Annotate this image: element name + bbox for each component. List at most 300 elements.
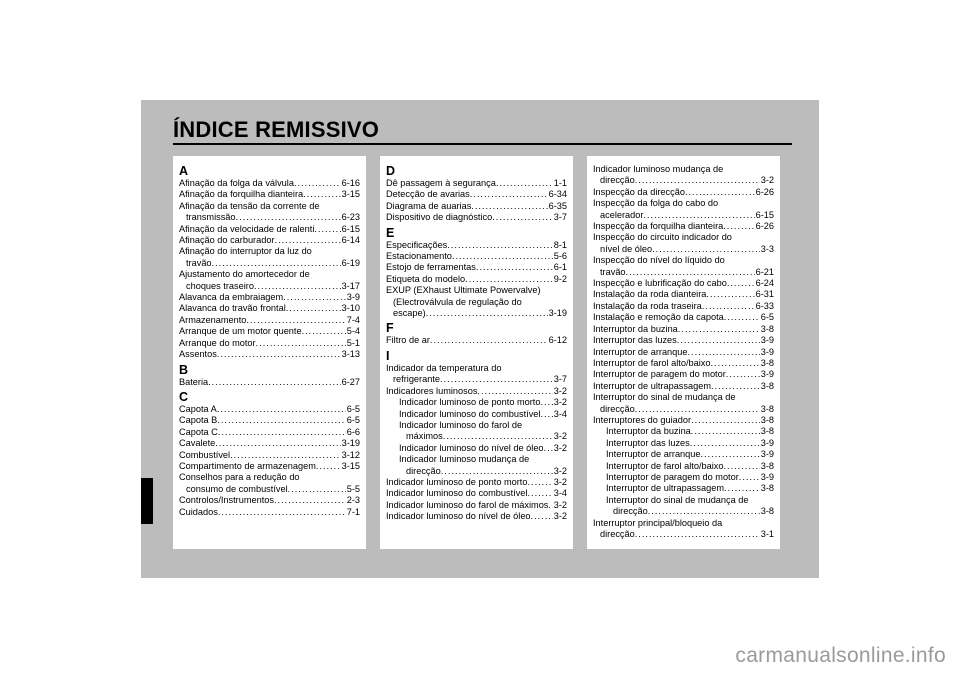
- dot-leader: [274, 495, 346, 506]
- entry-page: 5-1: [346, 337, 360, 348]
- entry-term: travão: [186, 257, 212, 268]
- index-entry: [593, 381, 774, 392]
- index-heading: Indicador luminoso mudança de: [593, 164, 724, 174]
- dot-leader: [447, 240, 552, 251]
- entry-term: Capota B: [179, 415, 218, 426]
- entry-term: Indicador luminoso do farol de máximos: [386, 499, 549, 510]
- entry-term: Alavanca da embraiagem: [179, 292, 284, 303]
- index-entry: [386, 212, 567, 223]
- index-heading: Ajustamento do amortecedor de: [179, 269, 310, 280]
- entry-page: 3-12: [341, 449, 360, 460]
- entry-term: consumo de combustível: [186, 483, 288, 494]
- entry-page: 2-3: [346, 495, 360, 506]
- entry-term: Alavanca do travão frontal: [179, 303, 286, 314]
- entry-term: nível de óleo: [600, 243, 653, 254]
- entry-term: transmissão: [186, 212, 236, 223]
- entry-page: 3-8: [760, 380, 774, 391]
- entry-page: 8-1: [553, 239, 567, 250]
- entry-page: 6-15: [341, 223, 360, 234]
- index-entry: [593, 175, 774, 186]
- dot-leader: [254, 281, 341, 292]
- dot-leader: [691, 415, 760, 426]
- entry-term: Combustível: [179, 449, 231, 460]
- index-heading: Afinação do interruptor da luz do: [179, 246, 312, 257]
- entry-page: 3-3: [760, 243, 774, 254]
- index-entry: [593, 210, 774, 221]
- index-entry: [593, 438, 774, 449]
- index-heading: (Electroválvula de regulação do: [393, 296, 522, 307]
- entry-term: Instalação da roda dianteira: [593, 289, 707, 300]
- entry-term: Indicador luminoso de ponto morto: [399, 397, 541, 408]
- entry-term: Bateria: [179, 376, 209, 387]
- index-entry: [179, 484, 360, 495]
- watermark: carmanualsonline.info: [735, 644, 946, 667]
- dot-leader: [230, 450, 341, 461]
- entry-term: Instalação e remoção da capota: [593, 312, 724, 323]
- entry-term: travão: [600, 266, 626, 277]
- title-underline: [173, 143, 792, 145]
- entry-page: 3-10: [341, 303, 360, 314]
- index-entry: [386, 488, 567, 499]
- entry-page: 3-19: [548, 308, 567, 319]
- entry-term: Capota A: [179, 403, 217, 414]
- index-heading: Indicador da temperatura do: [386, 362, 502, 373]
- entry-page: 3-2: [553, 397, 567, 408]
- entry-page: 3-9: [760, 471, 774, 482]
- entry-term: Etiqueta do modelo: [386, 273, 466, 284]
- dot-leader: [294, 178, 341, 189]
- index-entry: [593, 529, 774, 540]
- dot-leader: [275, 235, 341, 246]
- index-entry: [593, 244, 774, 255]
- index-heading: Afinação da tensão da corrente de: [179, 200, 320, 211]
- entry-term: Indicador luminoso do nível de óleo: [386, 511, 531, 522]
- dot-leader: [477, 386, 552, 397]
- index-entry: [179, 404, 360, 415]
- dot-leader: [635, 529, 760, 540]
- dot-leader: [690, 438, 760, 449]
- index-entry: [593, 312, 774, 323]
- entry-page: 6-33: [755, 300, 774, 311]
- dot-leader: [426, 308, 548, 319]
- entry-term: Interruptor de ultrapassagem: [593, 380, 711, 391]
- index-entry: [593, 369, 774, 380]
- dot-leader: [288, 484, 346, 495]
- dot-leader: [710, 358, 759, 369]
- index-entry: [179, 189, 360, 200]
- entry-page: 9-2: [553, 273, 567, 284]
- index-entry: [179, 507, 360, 518]
- index-entry: [386, 500, 567, 511]
- entry-term: Indicador luminoso de ponto morto: [386, 476, 528, 487]
- index-entry: [386, 397, 567, 408]
- entry-page: 3-8: [760, 357, 774, 368]
- entry-term: Interruptor de farol alto/baixo: [606, 460, 724, 471]
- dot-leader: [441, 466, 553, 477]
- index-heading: Conselhos para a redução do: [179, 472, 300, 483]
- dot-leader: [531, 511, 553, 522]
- index-entry: [179, 258, 360, 269]
- entry-page: 6-35: [548, 200, 567, 211]
- dot-leader: [492, 212, 552, 223]
- entry-page: 6-27: [341, 376, 360, 387]
- entry-page: 6-6: [346, 426, 360, 437]
- index-heading: Interruptor do sinal de mudança de: [606, 494, 749, 505]
- dot-leader: [314, 224, 340, 235]
- entry-term: Indicador luminoso do combustível: [399, 408, 541, 419]
- index-entry: [386, 386, 567, 397]
- entry-term: direcção: [600, 529, 635, 539]
- entry-term: Capota C: [179, 426, 218, 437]
- dot-leader: [724, 312, 760, 323]
- index-entry: [593, 461, 774, 472]
- index-heading: EXUP (EXhaust Ultimate Powervalve): [386, 285, 541, 296]
- index-entry: [386, 477, 567, 488]
- entry-term: Inspecção da direcção: [593, 186, 685, 197]
- dot-leader: [217, 415, 345, 426]
- entry-term: Assentos: [179, 349, 217, 360]
- entry-term: Interruptor das luzes: [606, 437, 690, 448]
- index-entry: [179, 281, 360, 292]
- entry-term: escape): [393, 308, 426, 319]
- entry-term: Interruptor de paragem do motor: [606, 471, 739, 482]
- dot-leader: [540, 397, 552, 408]
- dot-leader: [215, 438, 340, 449]
- dot-leader: [685, 187, 755, 198]
- entry-page: 3-9: [760, 346, 774, 357]
- entry-term: Interruptor de farol alto/baixo: [593, 357, 711, 368]
- dot-leader: [471, 201, 547, 212]
- index-entry: [386, 178, 567, 189]
- dot-leader: [217, 349, 341, 360]
- entry-term: acelerador: [600, 209, 644, 220]
- entry-term: Inspecção da forquilha dianteira: [593, 221, 724, 232]
- entry-page: 6-5: [346, 415, 360, 426]
- entry-page: 3-1: [760, 529, 774, 539]
- index-entry: [179, 461, 360, 472]
- entry-term: Arranque de um motor quente: [179, 326, 302, 337]
- index-entry: [386, 374, 567, 385]
- dot-leader: [701, 449, 760, 460]
- index-entry: [179, 377, 360, 388]
- entry-page: 3-8: [760, 483, 774, 494]
- index-entry: [593, 404, 774, 415]
- entry-term: Filtro de ar: [386, 335, 430, 346]
- index-entry: [386, 443, 567, 454]
- entry-page: 6-23: [341, 212, 360, 223]
- dot-leader: [727, 278, 755, 289]
- entry-term: direcção: [613, 506, 648, 517]
- entry-page: 1-1: [553, 178, 567, 188]
- dot-leader: [739, 472, 760, 483]
- entry-term: Afinação da velocidade de ralenti: [179, 223, 315, 234]
- dot-leader: [316, 461, 341, 472]
- entry-page: 6-12: [548, 335, 567, 346]
- entry-page: 3-4: [553, 408, 567, 419]
- entry-term: Afinação da forquilha dianteira: [179, 189, 304, 200]
- entry-page: 5-5: [346, 483, 360, 494]
- entry-term: Estacionamento: [386, 251, 452, 262]
- index-entry: [386, 511, 567, 522]
- dot-leader: [212, 258, 341, 269]
- index-heading: Inspecção da folga do cabo do: [593, 198, 719, 209]
- dot-leader: [283, 292, 346, 303]
- index-entry: [593, 301, 774, 312]
- entry-term: Afinação do carburador: [179, 235, 275, 246]
- index-entry: [593, 267, 774, 278]
- dot-leader: [496, 178, 553, 189]
- dot-leader: [652, 244, 760, 255]
- entry-page: 3-15: [341, 460, 360, 471]
- index-entry: [179, 450, 360, 461]
- index-entry: [386, 308, 567, 319]
- dot-leader: [440, 374, 553, 385]
- entry-term: Interruptor da buzina: [606, 426, 691, 437]
- entry-term: Arranque do motor: [179, 337, 256, 348]
- dot-leader: [527, 477, 552, 488]
- index-column-3: [587, 156, 780, 549]
- index-entry: [386, 251, 567, 262]
- entry-term: Diagrama de auarias: [386, 200, 472, 211]
- index-entry: [593, 483, 774, 494]
- entry-page: 3-9: [760, 369, 774, 380]
- dot-leader: [723, 461, 759, 472]
- entry-term: direcção: [600, 175, 635, 186]
- dot-leader: [678, 324, 760, 335]
- dot-leader: [208, 377, 340, 388]
- entry-term: direcção: [406, 465, 441, 476]
- entry-term: Indicador luminoso do combustível: [386, 488, 528, 499]
- entry-term: Estojo de ferramentas: [386, 262, 476, 273]
- entry-page: 3-7: [553, 212, 567, 223]
- index-entry: [386, 262, 567, 273]
- section-tab-marker: [141, 478, 153, 524]
- entry-page: 3-2: [553, 385, 567, 396]
- dot-leader: [702, 301, 755, 312]
- index-entry: [179, 235, 360, 246]
- entry-page: 3-2: [553, 499, 567, 510]
- entry-term: Controlos/Instrumentos: [179, 495, 274, 506]
- index-column-2: [380, 156, 573, 549]
- index-entry: [593, 187, 774, 198]
- entry-page: 3-2: [553, 476, 567, 487]
- dot-leader: [726, 369, 760, 380]
- entry-page: 5-4: [346, 326, 360, 337]
- entry-page: 6-5: [760, 312, 774, 323]
- dot-leader: [470, 189, 548, 200]
- entry-term: Instalação da roda traseira: [593, 300, 702, 311]
- index-heading: Inspecção do circuito indicador do: [593, 232, 732, 243]
- entry-page: 6-16: [341, 178, 360, 188]
- entry-page: 3-9: [760, 449, 774, 460]
- entry-page: 3-8: [760, 403, 774, 414]
- dot-leader: [723, 221, 754, 232]
- dot-leader: [540, 409, 552, 420]
- index-entry: [386, 335, 567, 346]
- dot-leader: [256, 338, 346, 349]
- entry-page: 3-15: [341, 189, 360, 200]
- entry-page: 6-21: [755, 266, 774, 277]
- index-entry: [593, 449, 774, 460]
- entry-page: 6-1: [553, 262, 567, 273]
- dot-leader: [303, 189, 340, 200]
- entry-page: 3-13: [341, 349, 360, 360]
- dot-leader: [527, 488, 552, 499]
- dot-leader: [677, 335, 760, 346]
- dot-leader: [626, 267, 755, 278]
- index-heading: Indicador luminoso mudança de: [399, 454, 530, 465]
- index-entry: [593, 415, 774, 426]
- entry-page: 6-34: [548, 189, 567, 200]
- entry-term: Interruptor das luzes: [593, 335, 677, 346]
- index-entry: [593, 347, 774, 358]
- index-heading: Inspecção do nível do líquido do: [593, 255, 725, 266]
- section-letter: E: [386, 225, 395, 240]
- dot-leader: [302, 326, 346, 337]
- dot-leader: [443, 431, 553, 442]
- index-entry: [179, 349, 360, 360]
- index-heading: Indicador luminoso do farol de: [399, 419, 523, 430]
- entry-page: 6-24: [755, 278, 774, 289]
- dot-leader: [724, 483, 760, 494]
- entry-page: 6-26: [755, 186, 774, 197]
- entry-term: Cavalete: [179, 438, 216, 449]
- index-entry: [179, 438, 360, 449]
- index-entry: [386, 274, 567, 285]
- entry-page: 3-4: [553, 488, 567, 499]
- entry-term: Interruptor da buzina: [593, 323, 678, 334]
- dot-leader: [476, 262, 553, 273]
- index-entry: [386, 409, 567, 420]
- index-entry: [179, 338, 360, 349]
- entry-term: refrigerante: [393, 374, 440, 385]
- entry-term: Interruptor de ultrapassagem: [606, 483, 724, 494]
- entry-page: 3-8: [760, 460, 774, 471]
- entry-page: 3-17: [341, 280, 360, 291]
- section-letter: F: [386, 321, 394, 336]
- entry-page: 6-31: [755, 289, 774, 300]
- index-entry: [179, 292, 360, 303]
- entry-term: Especificações: [386, 239, 448, 250]
- entry-page: 5-6: [553, 251, 567, 262]
- entry-term: Dê passagem à segurança: [386, 178, 496, 188]
- entry-term: Dispositivo de diagnóstico: [386, 212, 493, 223]
- entry-term: choques traseiro: [186, 280, 254, 291]
- entry-page: 3-8: [760, 323, 774, 334]
- entry-term: Afinação da folga da válvula: [179, 178, 294, 188]
- page-title: ÍNDICE REMISSIVO: [173, 117, 380, 142]
- entry-page: 7-4: [346, 314, 360, 325]
- index-entry: [179, 427, 360, 438]
- entry-page: 6-26: [755, 221, 774, 232]
- index-entry: [386, 240, 567, 251]
- entry-page: 6-19: [341, 257, 360, 268]
- entry-page: 3-2: [553, 511, 567, 522]
- entry-page: 7-1: [346, 506, 360, 517]
- index-entry: [179, 315, 360, 326]
- index-entry: [593, 358, 774, 369]
- entry-term: Detecção de avarias: [386, 189, 470, 200]
- index-entry: [593, 506, 774, 517]
- index-entry: [593, 324, 774, 335]
- section-letter: D: [386, 164, 396, 178]
- entry-page: 3-2: [553, 442, 567, 453]
- entry-page: 3-2: [553, 465, 567, 476]
- dot-leader: [711, 381, 760, 392]
- entry-page: 6-14: [341, 235, 360, 246]
- entry-term: Interruptor de paragem do motor: [593, 369, 726, 380]
- entry-page: 3-9: [760, 437, 774, 448]
- dot-leader: [452, 251, 553, 262]
- entry-term: Interruptores do guiador: [593, 414, 692, 425]
- dot-leader: [635, 175, 760, 186]
- index-entry: [179, 495, 360, 506]
- entry-term: Indicadores luminosos: [386, 385, 478, 396]
- index-column-1: [173, 156, 366, 549]
- entry-term: Cuidados: [179, 506, 218, 517]
- index-entry: [593, 278, 774, 289]
- dot-leader: [688, 347, 760, 358]
- dot-leader: [691, 426, 760, 437]
- dot-leader: [218, 427, 346, 438]
- entry-page: 3-7: [553, 374, 567, 385]
- entry-term: máximos: [406, 431, 443, 442]
- entry-page: 6-5: [346, 403, 360, 414]
- entry-page: 3-8: [760, 506, 774, 517]
- dot-leader: [648, 506, 760, 517]
- section-letter: B: [179, 362, 189, 377]
- entry-term: Armazenamento: [179, 314, 247, 325]
- index-entry: [593, 472, 774, 483]
- index-entry: [593, 289, 774, 300]
- entry-term: Interruptor de arranque: [593, 346, 688, 357]
- index-heading: Interruptor do sinal de mudança de: [593, 392, 736, 403]
- dot-leader: [217, 404, 346, 415]
- dot-leader: [218, 507, 346, 518]
- dot-leader: [430, 335, 548, 346]
- index-entry: [386, 466, 567, 477]
- index-entry: [179, 178, 360, 189]
- dot-leader: [236, 212, 341, 223]
- section-letter: I: [386, 348, 390, 363]
- index-entry: [386, 431, 567, 442]
- entry-page: 3-9: [346, 292, 360, 303]
- section-letter: C: [179, 389, 189, 404]
- index-entry: [179, 415, 360, 426]
- dot-leader: [246, 315, 345, 326]
- index-entry: [593, 426, 774, 437]
- dot-leader: [465, 274, 553, 285]
- entry-page: 3-19: [341, 438, 360, 449]
- index-entry: [179, 303, 360, 314]
- index-entry: [386, 189, 567, 200]
- dot-leader: [643, 210, 754, 221]
- index-entry: [179, 326, 360, 337]
- index-entry: [179, 212, 360, 223]
- entry-page: 3-8: [760, 414, 774, 425]
- dot-leader: [544, 443, 553, 454]
- entry-page: 6-15: [755, 209, 774, 220]
- dot-leader: [635, 404, 760, 415]
- entry-term: Interruptor de arranque: [606, 449, 701, 460]
- index-entry: [179, 224, 360, 235]
- dot-leader: [706, 289, 754, 300]
- entry-term: direcção: [600, 403, 635, 414]
- entry-term: Indicador luminoso do nível de óleo: [399, 442, 544, 453]
- dot-leader: [286, 303, 341, 314]
- entry-term: Compartimento de armazenagem: [179, 460, 316, 471]
- index-entry: [593, 335, 774, 346]
